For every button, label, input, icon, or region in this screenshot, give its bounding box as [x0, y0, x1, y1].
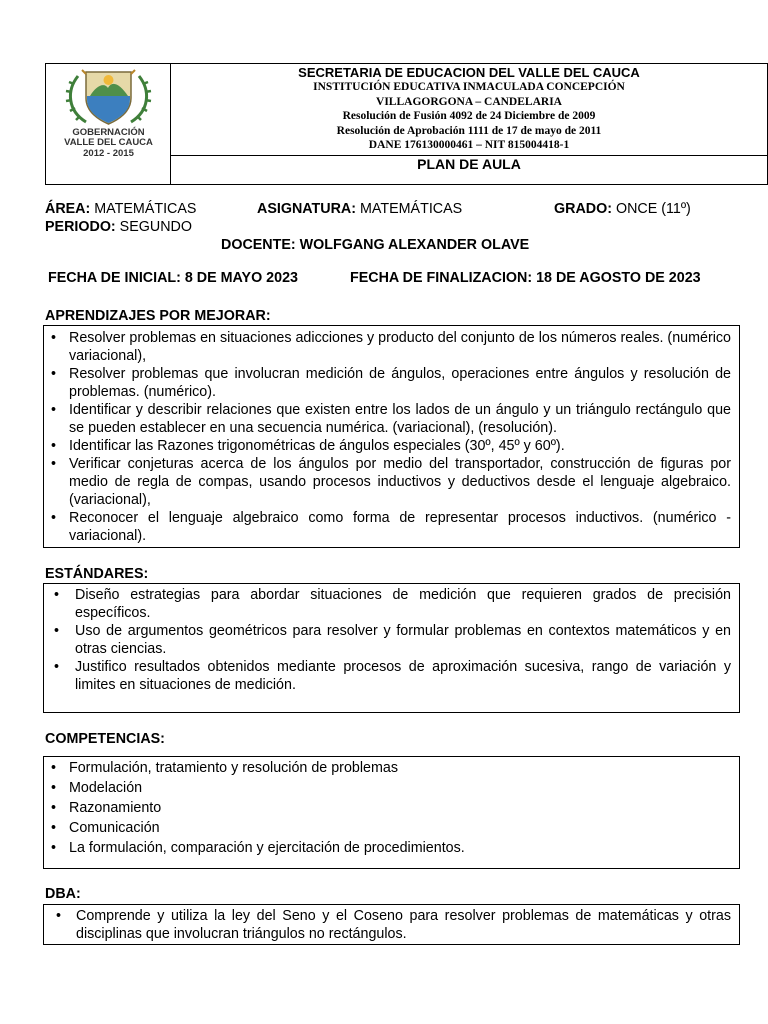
dba-list [44, 907, 739, 943]
asignatura-line [257, 200, 462, 218]
logo-years: 2012 - 2015 [83, 148, 134, 159]
header-info [171, 64, 767, 154]
header-resolution-aprobacion: Resolución de Aprobación 1111 de 17 de mayo de 2011 [336, 124, 602, 137]
area-line [45, 200, 196, 218]
logo-line2: VALLE DEL CAUCA [64, 137, 153, 148]
area-label: ÁREA: [45, 201, 91, 217]
periodo-line [45, 218, 192, 236]
logo-cell [46, 64, 171, 184]
periodo-label: PERIODO: [45, 219, 116, 235]
dba-heading: DBA: [45, 886, 81, 902]
list-item: • Uso de argumentos geométricos para resolver y formular problemas en contextos matemáticos y en otras ciencias. [44, 622, 739, 658]
list-item: • Identificar y describir relaciones que existen entre los lados de un ángulo y un triángulo rectángulo que se pueden establecer en una secuencia numérica. (variacional), (resolución). [44, 401, 739, 437]
estandares-list [44, 586, 739, 694]
coat-of-arms-icon [46, 66, 171, 128]
list-item: • Resolver problemas que involucran medición de ángulos, operaciones entre ángulos y resolución de problemas. (numérico). [44, 365, 739, 401]
logo-line1: GOBERNACIÓN [72, 127, 145, 138]
list-item: • Verificar conjeturas acerca de los ángulos por medio del transportador, construcción de figuras por medio de regla de compas, usando procesos inductivos y deductivos desde el lenguaje algebraico. (variacional), [44, 455, 739, 509]
aprendizajes-heading: APRENDIZAJES POR MEJORAR: [45, 308, 271, 324]
grado-value: ONCE (11º) [611, 201, 691, 217]
competencias-heading: COMPETENCIAS: [45, 731, 165, 747]
dba-box [43, 904, 740, 945]
fecha-final: FECHA DE FINALIZACION: 18 DE AGOSTO DE 2023 [350, 270, 701, 286]
competencias-list [44, 758, 739, 858]
list-item: • Comprende y utiliza la ley del Seno y el Coseno para resolver problemas de matemáticas y otras disciplinas que involucran triángulos no rectángulos. [44, 907, 739, 943]
list-item: • Justifico resultados obtenidos mediante procesos de aproximación sucesiva, rango de variación y limites en situaciones de medición. [44, 658, 739, 694]
plan-title: PLAN DE AULA [171, 155, 767, 185]
document-header [45, 63, 768, 185]
list-item: • Resolver problemas en situaciones adicciones y producto del conjunto de los números reales. (numérico variacional), [44, 329, 739, 365]
docente: DOCENTE: WOLFGANG ALEXANDER OLAVE [221, 237, 530, 253]
area-value: MATEMÁTICAS [90, 201, 197, 217]
estandares-heading: ESTÁNDARES: [45, 566, 149, 582]
asignatura-value: MATEMÁTICAS [356, 201, 463, 217]
header-institution: INSTITUCIÓN EDUCATIVA INMACULADA CONCEPCIÓN [313, 81, 625, 93]
estandares-box [43, 583, 740, 713]
grado-line [554, 200, 691, 218]
periodo-value: SEGUNDO [115, 219, 192, 235]
list-item: • Identificar las Razones trigonométricas de ángulos especiales (30º, 45º y 60º). [44, 437, 739, 455]
header-resolution-fusion: Resolución de Fusión 4092 de 24 Diciembre de 2009 [342, 110, 596, 123]
grado-label: GRADO: [554, 201, 612, 217]
list-item: • Modelación [44, 778, 739, 798]
competencias-box [43, 756, 740, 869]
list-item: • Diseño estrategias para abordar situaciones de medición que requieren grados de precisión específicos. [44, 586, 739, 622]
list-item: • Razonamiento [44, 798, 739, 818]
list-item: • Formulación, tratamiento y resolución de problemas [44, 758, 739, 778]
list-item: • La formulación, comparación y ejercitación de procedimientos. [44, 838, 739, 858]
list-item: • Reconocer el lenguaje algebraico como forma de representar procesos inductivos. (numérico - variacional). [44, 509, 739, 545]
asignatura-label: ASIGNATURA: [257, 201, 357, 217]
aprendizajes-box [43, 325, 740, 548]
header-dane: DANE 176130000461 – NIT 815004418-1 [368, 139, 570, 152]
list-item: • Comunicación [44, 818, 739, 838]
aprendizajes-list [44, 329, 739, 545]
header-title: SECRETARIA DE EDUCACION DEL VALLE DEL CAUCA [298, 65, 640, 80]
header-location: VILLAGORGONA – CANDELARIA [376, 95, 562, 108]
fecha-inicial: FECHA DE INICIAL: 8 DE MAYO 2023 [48, 270, 298, 286]
